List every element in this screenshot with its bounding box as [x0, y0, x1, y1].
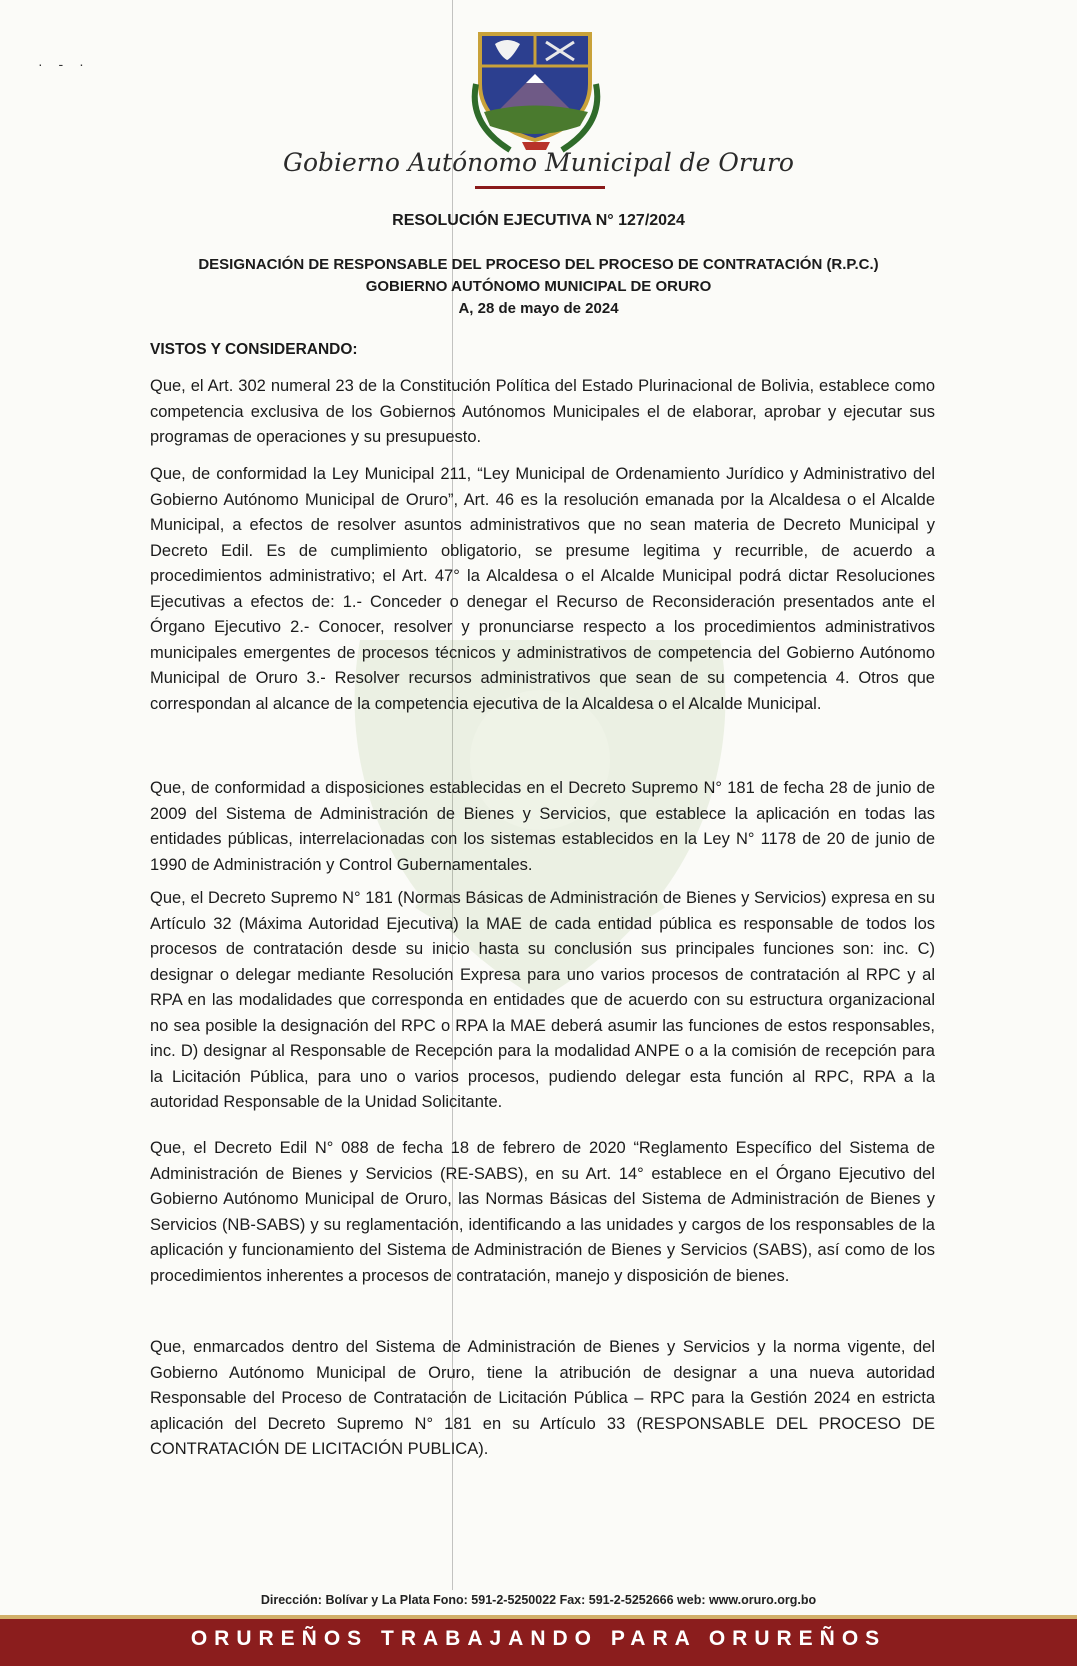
government-name-underline [475, 186, 605, 189]
footer-band [0, 1615, 1077, 1666]
body-paragraph [150, 374, 935, 465]
footer-address: Dirección: Bolívar y La Plata Fono: 591-2-5250022 Fax: 591-2-5252666 web: www.oruro.org.bo [260, 1593, 817, 1607]
resolution-title: RESOLUCIÓN EJECUTIVA N° 127/2024 [392, 212, 685, 229]
scan-marks: · - · [38, 56, 90, 72]
paragraph-1: Que, el Art. 302 numeral 23 de la Constitución Política del Estado Plurinacional de Bolivia, establece como competencia exclusiva de los Gobiernos Autónomos Municipales el de elaborar, aprobar y ejecutar sus programas de operaciones y su presupuesto. [150, 377, 935, 446]
section-heading: VISTOS Y CONSIDERANDO: [150, 341, 358, 358]
paragraph-6: Que, enmarcados dentro del Sistema de Administración de Bienes y Servicios y la norma vigente, del Gobierno Autónomo Municipal de Oruro, tiene la atribución de designar a una nueva autoridad Responsable del Proceso de Contratación de Licitación Pública – RPC para la Gestión 2024 en estricta aplicación del Decreto Supremo N° 181 en su Artículo 33 (RESPONSABLE DEL PROCESO DE CONTRATACIÓN DE LICITACIÓN PUBLICA). [150, 1338, 935, 1458]
paragraph-2: Que, de conformidad la Ley Municipal 211, “Ley Municipal de Ordenamiento Jurídico y Administrativo del Gobierno Autónomo Municipal de Oruro”, Art. 46 es la resolución emanada por la Alcaldesa o el Alcalde Municipal, a efectos de resolver asuntos administrativos que no sean materia de Decreto Municipal y Decreto Edil. Es de cumplimiento obligatorio, se presume legitima y recurrible, de acuerdo a procedimientos administrativo; el Art. 47° la Alcaldesa o el Alcalde Municipal podrá dictar Resoluciones Ejecutivas a efectos de: 1.- Conceder o denegar el Recurso de Reconsideración presentados ante el Órgano Ejecutivo 2.- Conocer, resolver y pronunciarse respecto a los procedimientos administrativos municipales emergentes de procesos técnicos y administrativos de competencia del Gobierno Autónomo Municipal de Oruro 3.- Resolver recursos administrativos que sean de su competencia 4. Otros que correspondan al alcance de la competencia ejecutiva de la Alcaldesa o el Alcalde Municipal. [150, 465, 935, 713]
body-paragraph [150, 1335, 935, 1477]
designation-line-2: GOBIERNO AUTÓNOMO MUNICIPAL DE ORURO [365, 278, 712, 295]
paragraph-4: Que, el Decreto Supremo N° 181 (Normas Básicas de Administración de Bienes y Servicios) expresa en su Artículo 32 (Máxima Autoridad Ejecutiva) la MAE de cada entidad pública es responsable de todos los procesos de contratación desde su inicio hasta su conclusión sus principales funciones son: inc. C) designar o delegar mediante Resolución Expresa para uno varios procesos de contratación al RPC y al RPA en las modalidades que corresponda en entidades que de acuerdo con su estructura organizacional no sea posible la designación del RPC o RPA la MAE deberá asumir las funciones de estos responsables, inc. D) designar al Responsable de Recepción para la modalidad ANPE o a la comisión de recepción para la Licitación Pública, para uno o varios procesos, pudiendo delegar esta función al RPC, RPA a la autoridad Responsable de la Unidad Solicitante. [150, 889, 935, 1111]
body-paragraph [150, 462, 935, 731]
government-name: Gobierno Autónomo Municipal de Oruro [283, 148, 794, 177]
designation-line-1: DESIGNACIÓN DE RESPONSABLE DEL PROCESO DEL PROCESO DE CONTRATACIÓN (R.P.C.) [198, 256, 879, 273]
body-paragraph [150, 1136, 935, 1303]
body-paragraph [150, 886, 935, 1130]
paragraph-5: Que, el Decreto Edil N° 088 de fecha 18 de febrero de 2020 “Reglamento Específico del Sistema de Administración de Bienes y Servicios (RE-SABS), en su Art. 14° establece en el Órgano Ejecutivo del Gobierno Autónomo Municipal de Oruro, las Normas Básicas del Sistema de Administración de Bienes y Servicios (NB-SABS) y su reglamentación, identificando a las unidades y cargos de los responsables de la aplicación y funcionamiento del Sistema de Administración de Bienes y Servicios (SABS), así como de los procedimientos inherentes a procesos de contratación, manejo y disposición de bienes. [150, 1139, 935, 1285]
body-paragraph [150, 776, 935, 892]
paragraph-3: Que, de conformidad a disposiciones establecidas en el Decreto Supremo N° 181 de fecha 28 de junio de 2009 del Sistema de Administración de Bienes y Servicios, que establece la aplicación en todas las entidades públicas, interrelacionadas con los sistemas establecidos en la Ley N° 1178 de 20 de junio de 1990 de Administración y Control Gubernamentales. [150, 779, 935, 874]
municipal-coat-of-arms-icon [470, 14, 602, 154]
date-line: A, 28 de mayo de 2024 [458, 300, 619, 317]
footer-slogan: ORUREÑOS TRABAJANDO PARA ORUREÑOS [190, 1627, 887, 1650]
